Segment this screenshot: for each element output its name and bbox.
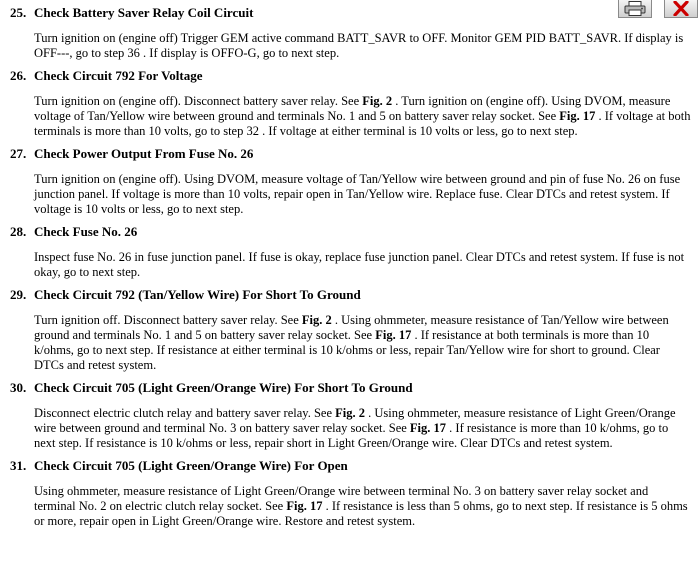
step-title: Check Circuit 705 (Light Green/Orange Wire) For Short To Ground: [34, 380, 413, 395]
figure-reference: Fig. 17: [286, 499, 323, 513]
figure-reference: Fig. 2: [301, 313, 332, 327]
figure-reference: Fig. 17: [375, 328, 412, 342]
step-number: 26.: [10, 68, 27, 83]
step-instructions: [34, 94, 692, 139]
procedure-steps: [10, 4, 692, 535]
instruction-text: . Using ohmmeter, measure resistance of Light Green/Orange wire between ground and terminal No. 3 on battery saver relay socket. See: [34, 406, 676, 435]
step: [10, 223, 692, 280]
step: [10, 145, 692, 217]
step: [10, 457, 692, 529]
instruction-text: . If resistance is less than 5 ohms, go to next step. If resistance is 5 ohms or more, repair open in Light Green/Orange wire. Restore and retest system.: [34, 499, 688, 528]
step-number: 25.: [10, 5, 27, 20]
step-heading: [10, 379, 692, 397]
figure-reference: Fig. 17: [559, 109, 596, 123]
step-heading: [10, 457, 692, 475]
step-instructions: [34, 406, 692, 451]
step-heading: [10, 286, 692, 304]
instruction-text: Turn ignition on (engine off). Disconnect battery saver relay. See: [34, 94, 363, 108]
step-instructions: [34, 172, 692, 217]
instruction-text: . Turn ignition on (engine off). Using DVOM, measure voltage of Tan/Yellow wire between ground and terminals No. 1 and 5 on battery saver relay socket. See: [34, 94, 671, 123]
step-number: 28.: [10, 224, 27, 239]
step: [10, 67, 692, 139]
step-title: Check Power Output From Fuse No. 26: [34, 146, 254, 161]
instruction-text: . If resistance is more than 10 k/ohms, go to next step. If resistance is 10 k/ohms or less, repair short in Light Green/Orange wire. Clear DTCs and retest system.: [34, 421, 669, 450]
figure-reference: Fig. 2: [362, 94, 393, 108]
step-instructions: [34, 313, 692, 373]
step: [10, 379, 692, 451]
instruction-text: . If voltage at both terminals is more than 10 volts, go to step 32 . If voltage at either terminal is 10 volts or less, go to next step.: [34, 109, 691, 138]
step-title: Check Fuse No. 26: [34, 224, 138, 239]
step: [10, 4, 692, 61]
step-number: 29.: [10, 287, 27, 302]
step-title: Check Battery Saver Relay Coil Circuit: [34, 5, 254, 20]
instruction-text: Turn ignition on (engine off). Using DVOM, measure voltage of Tan/Yellow wire between ground and pin of fuse No. 26 on fuse junction panel. If voltage is more than 10 volts, repair open in Tan/Yellow wire. Replace fuse. Clear DTCs and retest system. If voltage is 10 volts or less, go to next step.: [34, 172, 681, 216]
step-title: Check Circuit 792 For Voltage: [34, 68, 203, 83]
step-heading: [10, 145, 692, 163]
step-heading: [10, 4, 692, 22]
step-heading: [10, 67, 692, 85]
step-number: 30.: [10, 380, 27, 395]
step: [10, 286, 692, 373]
instruction-text: Turn ignition on (engine off) Trigger GEM active command BATT_SAVR to OFF. Monitor GEM PID BATT_SAVR. If display is OFF---, go to step 36 . If display is OFFO-G, go to next step.: [34, 31, 684, 60]
figure-reference: Fig. 17: [409, 421, 447, 435]
step-title: Check Circuit 705 (Light Green/Orange Wire) For Open: [34, 458, 348, 473]
step-instructions: [34, 31, 692, 61]
step-number: 31.: [10, 458, 27, 473]
instruction-text: Using ohmmeter, measure resistance of Light Green/Orange wire between terminal No. 3 on battery saver relay socket and terminal No. 2 on electric clutch relay socket. See: [34, 484, 649, 513]
instruction-text: Turn ignition off. Disconnect battery saver relay. See: [34, 313, 302, 327]
step-title: Check Circuit 792 (Tan/Yellow Wire) For Short To Ground: [34, 287, 361, 302]
instruction-text: Disconnect electric clutch relay and battery saver relay. See: [34, 406, 336, 420]
figure-reference: Fig. 2: [335, 406, 365, 420]
instruction-text: . If resistance at both terminals is more than 10 k/ohms, go to next step. If resistance at either terminal is 10 k/ohms or less, repair Tan/Yellow wire for short to ground. Clear DTCs and retest system.: [34, 328, 660, 372]
step-heading: [10, 223, 692, 241]
instruction-text: Inspect fuse No. 26 in fuse junction panel. If fuse is okay, replace fuse junction panel. Clear DTCs and retest system. If fuse is not okay, go to next step.: [34, 250, 685, 279]
step-number: 27.: [10, 146, 27, 161]
step-instructions: [34, 250, 692, 280]
instruction-text: . Using ohmmeter, measure resistance of Tan/Yellow wire between ground and terminals No. 1 and 5 on battery saver relay socket. See: [34, 313, 669, 342]
step-instructions: [34, 484, 692, 529]
